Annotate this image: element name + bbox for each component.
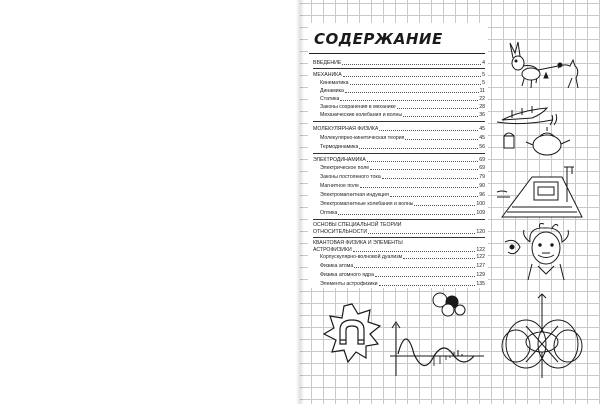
toc-page-number: 109 (476, 210, 485, 216)
toc-section-label: ЭЛЕКТРОДИНАМИКА (313, 157, 366, 163)
toc-subsection[interactable] (320, 96, 485, 102)
toc-page-number: 90 (479, 183, 485, 189)
toc-section-quantum[interactable] (313, 240, 485, 253)
electromagnetic-field-icon (496, 292, 592, 382)
toc-subsection[interactable] (320, 272, 485, 278)
toc-subsection[interactable] (320, 201, 485, 207)
leader-dots (375, 275, 476, 277)
section-divider (313, 121, 485, 122)
leader-dots (359, 147, 478, 149)
section-divider (313, 153, 485, 154)
toc-page-number: 120 (476, 228, 485, 235)
leader-dots (379, 129, 478, 131)
leader-dots (405, 138, 478, 140)
leader-dots (414, 204, 475, 206)
leader-dots (342, 63, 481, 65)
section-divider (313, 237, 485, 238)
toc-subsection-label: Электрическое поле (320, 165, 370, 171)
leader-dots (390, 195, 478, 197)
toc-subsection-label: Электромагнитная индукция (320, 192, 389, 198)
toc-subsection[interactable] (320, 192, 485, 198)
train-and-lamp-icon (492, 162, 588, 224)
donkey-and-cat-icon (498, 38, 588, 98)
toc-title: СОДЕРЖАНИЕ (314, 30, 443, 48)
toc-subsection-label: Физика атома (320, 263, 354, 269)
toc-page-number: 22 (479, 96, 485, 102)
leader-dots (360, 186, 478, 188)
magnet-and-sun-icon (318, 300, 386, 368)
toc-subsection-label: Механические колебания и волны (320, 112, 403, 118)
toc-page-number: 135 (476, 281, 485, 287)
toc-subsection-label: Корпускулярно-волновой дуализм (320, 254, 403, 260)
toc-subsection-label: Кинематика (320, 80, 349, 86)
toc-subsection-label: Термодинамика (320, 144, 359, 150)
toc-section-relativity[interactable] (313, 222, 485, 235)
toc-page-number: 45 (479, 126, 485, 132)
toc-section-mechanics[interactable] (313, 72, 485, 78)
toc-subsection-label: Электромагнитные колебания и волны (320, 201, 414, 207)
toc-subsection[interactable] (320, 165, 485, 171)
toc-subsection-label: Оптика (320, 210, 338, 216)
toc-page-number: 56 (479, 144, 485, 150)
toc-subsection[interactable] (320, 210, 485, 216)
einstein-portrait-icon (500, 222, 590, 282)
toc-page-number: 122 (476, 254, 485, 260)
toc-subsection[interactable] (320, 80, 485, 86)
toc-title-underline (309, 53, 485, 54)
toc-page-number: 129 (476, 272, 485, 278)
toc-subsection[interactable] (320, 135, 485, 141)
leader-dots (367, 160, 478, 162)
leader-dots (403, 115, 478, 117)
toc-subsection[interactable] (320, 144, 485, 150)
toc-section-label-line1: ОСНОВЫ СПЕЦИАЛЬНОЙ ТЕОРИИ (313, 222, 402, 228)
section-divider (313, 219, 485, 220)
toc-page-number: 96 (479, 192, 485, 198)
leader-dots (379, 284, 476, 286)
toc-page-number: 100 (476, 201, 485, 207)
toc-section-electrodynamics[interactable] (313, 157, 485, 163)
leader-dots (338, 213, 475, 215)
leader-dots (382, 177, 478, 179)
toc-subsection-label: Молекулярно-кинетическая теория (320, 135, 405, 141)
toc-page-number: 36 (479, 112, 485, 118)
leader-dots (340, 99, 478, 101)
toc-section-intro[interactable] (313, 60, 485, 66)
toc-section-label: ВВЕДЕНИЕ (313, 60, 342, 66)
toc-subsection[interactable] (320, 112, 485, 118)
toc-subsection-label: Физика атомного ядра (320, 272, 374, 278)
toc-page-number: 45 (479, 135, 485, 141)
toc-page-number: 11 (479, 88, 485, 94)
leader-dots (350, 83, 482, 85)
toc-page-number: 69 (479, 165, 485, 171)
leader-dots (403, 257, 475, 259)
leader-dots (345, 91, 479, 93)
toc-section-label: МЕХАНИКА (313, 72, 342, 78)
toc-subsection-label: Статика (320, 96, 340, 102)
toc-subsection[interactable] (320, 183, 485, 189)
toc-subsection[interactable] (320, 174, 485, 180)
book-spine (296, 0, 304, 404)
toc-subsection-label: Законы постоянного тока (320, 174, 381, 180)
ship-and-kettle-icon (492, 100, 588, 160)
toc-subsection[interactable] (320, 281, 485, 287)
toc-subsection-label: Магнитное поле (320, 183, 359, 189)
toc-section-label: МОЛЕКУЛЯРНАЯ ФИЗИКА (313, 126, 379, 132)
toc-page-number: 5 (482, 80, 485, 86)
leader-dots (354, 266, 475, 268)
toc-subsection[interactable] (320, 88, 485, 94)
toc-subsection[interactable] (320, 263, 485, 269)
toc-page-number: 69 (479, 157, 485, 163)
toc-page-number: 28 (479, 104, 485, 110)
toc-section-label-line2: АСТРОФИЗИКИ (313, 246, 352, 253)
leader-dots (370, 168, 478, 170)
toc-section-label-line1: КВАНТОВАЯ ФИЗИКА И ЭЛЕМЕНТЫ (313, 240, 403, 246)
toc-page-number: 5 (482, 72, 485, 78)
leader-dots (397, 107, 478, 109)
toc-subsection-label: Элементы астрофизики (320, 281, 378, 287)
leader-dots (368, 232, 475, 234)
toc-section-label-line2: ОТНОСИТЕЛЬНОСТИ (313, 228, 368, 235)
toc-subsection[interactable] (320, 104, 485, 110)
leader-dots (353, 250, 476, 252)
toc-page-number: 122 (476, 246, 485, 253)
toc-subsection-label: Динамика (320, 88, 344, 94)
toc-section-molecular[interactable] (313, 126, 485, 132)
toc-subsection[interactable] (320, 254, 485, 260)
wave-graph-icon (388, 318, 488, 380)
toc-subsection-label: Законы сохранения в механике (320, 104, 396, 110)
toc-page-number: 79 (479, 174, 485, 180)
toc-page-number: 4 (482, 60, 485, 66)
section-divider (313, 68, 485, 69)
toc-page-number: 127 (476, 263, 485, 269)
leader-dots (343, 75, 481, 77)
